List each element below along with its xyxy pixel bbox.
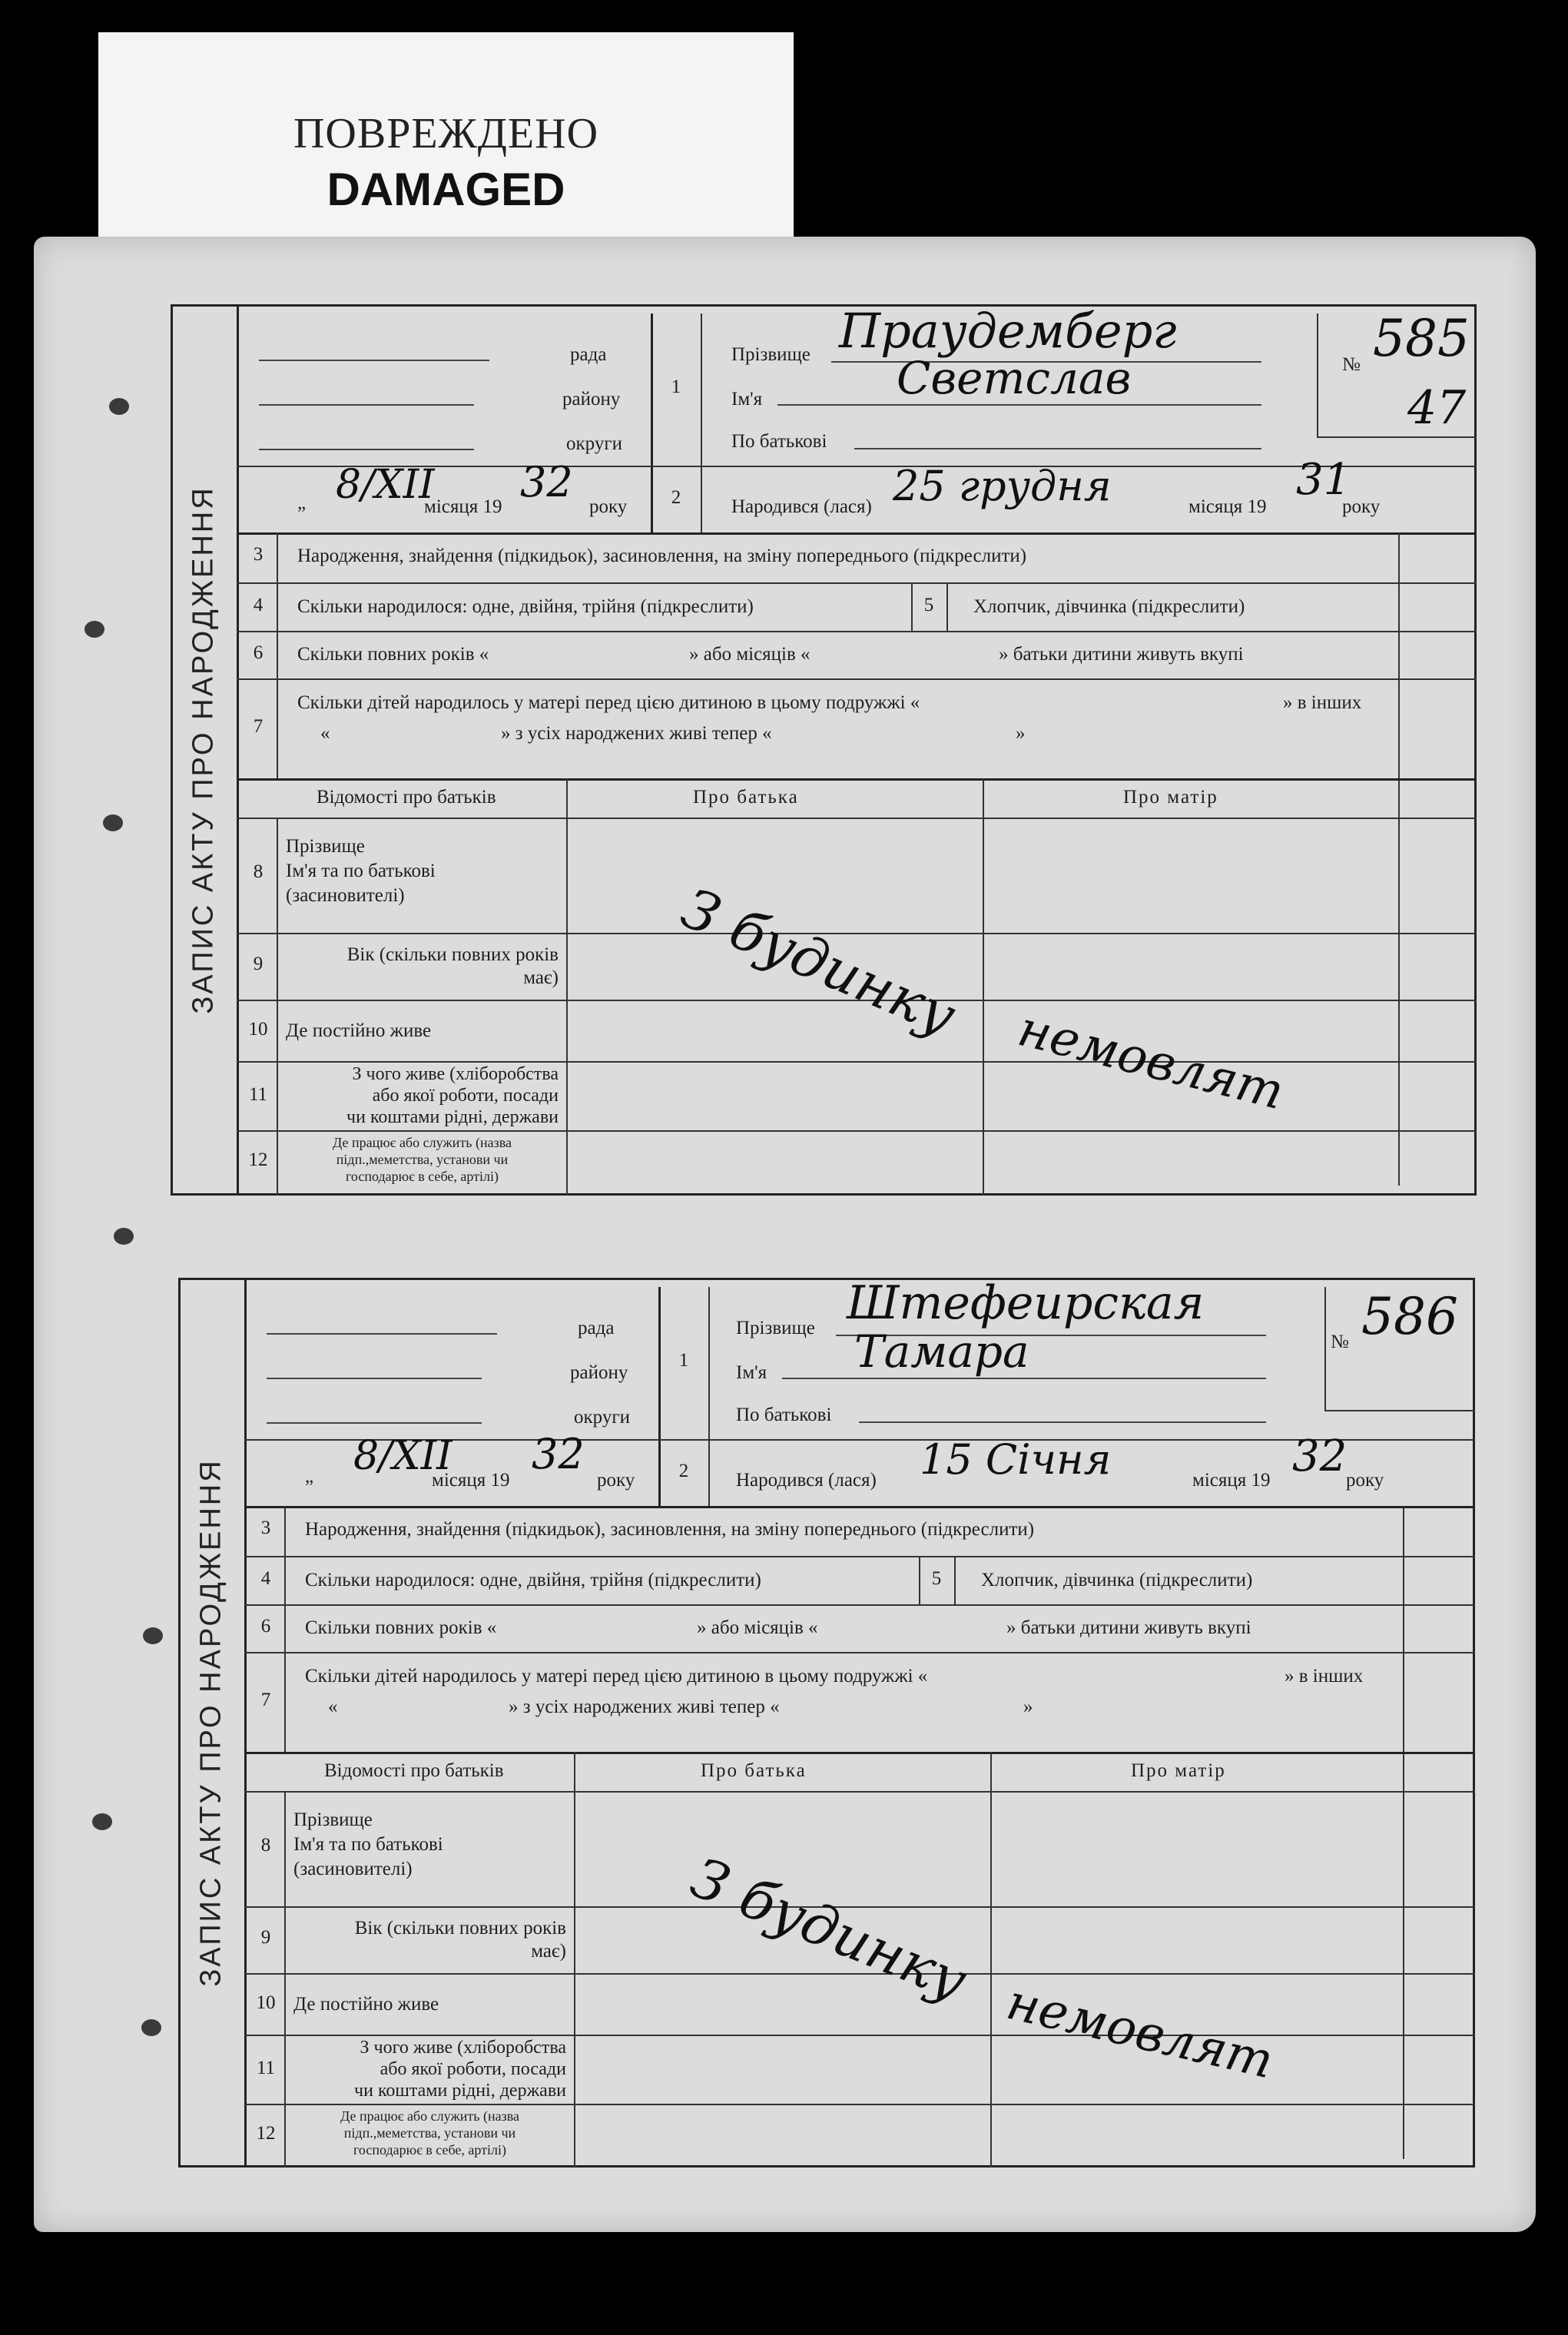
row-line: [244, 1652, 1475, 1653]
field-number: 10: [256, 1992, 276, 2013]
rada-label: рада: [578, 1318, 615, 1338]
raion-field: [267, 1378, 482, 1379]
number-label: №: [1331, 1332, 1349, 1352]
field-number: 9: [260, 1927, 271, 1948]
row10-label: Де постійно живе: [286, 1020, 432, 1041]
month-year-label: місяця 19: [1188, 496, 1267, 517]
okrug-field: [259, 449, 474, 450]
handwritten-note: З будинку: [672, 875, 966, 1049]
record-number: 585: [1373, 309, 1470, 368]
header-divider: [658, 1287, 661, 1506]
row-line: [237, 1061, 1477, 1063]
parents-column-line: [983, 778, 984, 1196]
row-line: [237, 582, 1477, 584]
header-bottom-line: [237, 532, 1477, 535]
field-number: 7: [260, 1690, 271, 1710]
field-number: 2: [671, 487, 681, 508]
field-number: 4: [260, 1568, 271, 1589]
field-number: 1: [678, 1350, 689, 1371]
okrug-label: округи: [566, 433, 622, 454]
name-field: [777, 404, 1261, 406]
patronymic-field: [854, 448, 1261, 449]
row10-label: Де постійно живе: [293, 1994, 439, 2015]
name-label: Ім'я: [731, 389, 763, 410]
mother-header: Про матір: [1131, 1760, 1226, 1781]
row7-text: «: [328, 1697, 338, 1717]
row8-label: Прізвище Ім'я та по батькові (засиновителі): [286, 836, 436, 906]
row4-divider: [946, 582, 948, 631]
field-number: 8: [253, 861, 264, 882]
row3-text: Народження, знайдення (підкидьок), засиновлення, на зміну попереднього (підкреслити): [305, 1519, 1035, 1540]
header-divider: [708, 1287, 710, 1506]
patronymic-field: [859, 1421, 1266, 1423]
row6-text: » або місяців «: [697, 1617, 818, 1638]
row6-text: Скільки повних років «: [305, 1617, 497, 1638]
row11-label: З чого живе (хліборобства або якої роботи, посади чи коштами рідні, держави: [346, 1064, 559, 1127]
name-label: Ім'я: [736, 1362, 767, 1383]
row-line: [244, 1752, 1475, 1754]
binding-hole: [143, 1627, 163, 1644]
row-line: [237, 678, 1477, 680]
damaged-label-card: [98, 32, 794, 249]
row7-text: »: [1023, 1697, 1033, 1717]
row-line: [237, 1130, 1477, 1132]
rada-field: [259, 360, 489, 361]
number-column-line: [284, 1791, 286, 2168]
registration-day: 8/XII: [353, 1433, 452, 1479]
registration-day: 8/XII: [336, 462, 435, 508]
born-label: Народився (лася): [736, 1470, 877, 1491]
row7-text: » з усіх народжених живі тепер «: [501, 723, 772, 744]
row-line: [237, 933, 1477, 934]
damaged-label-en: DAMAGED: [327, 164, 565, 215]
roku-label: року: [589, 496, 628, 517]
field-number: 3: [260, 1517, 271, 1538]
month-year-label: місяця 19: [424, 496, 502, 517]
number-column-line: [277, 532, 278, 778]
header-bottom-line: [244, 1506, 1475, 1508]
row-line: [244, 2035, 1475, 2036]
row4-text: Скільки народилося: одне, двійня, трійня (підкреслити): [297, 596, 754, 617]
month-year-label: місяця 19: [1192, 1470, 1271, 1491]
row7-text: » в інших: [1283, 692, 1362, 713]
okrug-field: [267, 1422, 482, 1424]
field-number: 9: [253, 954, 264, 974]
surname-label: Прізвище: [736, 1318, 815, 1338]
row5-text: Хлопчик, дівчинка (підкреслити): [973, 596, 1245, 617]
rada-field: [267, 1333, 497, 1335]
raion-label: району: [570, 1362, 628, 1383]
father-header: Про батька: [693, 787, 799, 808]
number-box-line: [1324, 1410, 1475, 1411]
birth-year-value: 31: [1296, 455, 1351, 505]
registration-year: 32: [520, 458, 573, 506]
header-divider: [701, 313, 702, 532]
record-number: 586: [1361, 1287, 1458, 1346]
field-number: 12: [248, 1149, 268, 1170]
record-number-suffix: 47: [1407, 381, 1467, 435]
patronymic-label: По батькові: [736, 1405, 832, 1425]
record-vertical-title: [171, 304, 239, 1196]
number-box-line: [1317, 313, 1318, 436]
row-line: [237, 778, 1477, 781]
row-line: [244, 1556, 1475, 1557]
field-number: 5: [923, 595, 934, 615]
row7-text: »: [1016, 723, 1026, 744]
field-number: 4: [253, 595, 264, 615]
binding-hole: [114, 1228, 134, 1245]
name-field: [782, 1378, 1266, 1379]
birth-date-value: 25 грудня: [893, 462, 1112, 510]
handwritten-note: З будинку: [682, 1845, 976, 2014]
registration-year: 32: [532, 1430, 585, 1478]
row7-text: Скільки дітей народилось у матері перед цією дитиною в цьому подружжі «: [297, 692, 920, 713]
field-number: 2: [678, 1461, 689, 1481]
binding-hole: [141, 2019, 161, 2036]
number-box-line: [1317, 436, 1477, 438]
field-number: 10: [248, 1019, 268, 1040]
surname-value: Штефеирская: [847, 1276, 1205, 1330]
number-label: №: [1342, 354, 1361, 375]
row-line: [237, 818, 1477, 819]
row4-text: Скільки народилося: одне, двійня, трійня (підкреслити): [305, 1570, 761, 1590]
number-column-line: [277, 818, 278, 1196]
roku-label: року: [1342, 496, 1381, 517]
row7-text: » в інших: [1285, 1666, 1364, 1687]
field-number: 1: [671, 376, 681, 397]
record-title: ЗАПИС АКТУ ПРО НАРОДЖЕННЯ: [187, 486, 220, 1014]
field-number: 11: [248, 1084, 268, 1105]
row6-text: » батьки дитини живуть вкупі: [1006, 1617, 1251, 1638]
raion-label: району: [562, 389, 621, 410]
row12-label: Де працює або служить (назва підп.,меметства, установи чи господарює в себе, артілі): [340, 2108, 519, 2158]
month-year-label: місяця 19: [432, 1470, 510, 1491]
parents-column-line: [566, 778, 568, 1196]
row4-divider: [954, 1556, 956, 1604]
birth-record-585: [171, 304, 1477, 1196]
row6-text: » батьки дитини живуть вкупі: [999, 644, 1244, 665]
surname-value: Праудемберг: [839, 303, 1177, 359]
row-line: [244, 2104, 1475, 2105]
record-vertical-title: [178, 1278, 247, 2168]
row12-label: Де працює або служить (назва підп.,меметства, установи чи господарює в себе, артілі): [333, 1135, 512, 1184]
surname-label: Прізвище: [731, 344, 811, 365]
binding-hole: [92, 1813, 112, 1830]
field-number: 12: [256, 2123, 276, 2144]
handwritten-note: немовлят: [1013, 1000, 1290, 1122]
name-value: Светслав: [897, 352, 1132, 404]
row-line: [237, 631, 1477, 632]
binding-hole: [103, 814, 123, 831]
row-line: [244, 1604, 1475, 1606]
row7-text: «: [320, 723, 330, 744]
raion-field: [259, 404, 474, 406]
field-number: 6: [253, 642, 264, 663]
row6-text: » або місяців «: [689, 644, 811, 665]
field-number: 6: [260, 1616, 271, 1637]
row5-text: Хлопчик, дівчинка (підкреслити): [981, 1570, 1253, 1590]
field-number: 3: [253, 544, 264, 565]
binding-hole: [109, 398, 129, 415]
birth-year-value: 32: [1292, 1431, 1348, 1481]
rada-label: рада: [570, 344, 607, 365]
row6-text: Скільки повних років «: [297, 644, 489, 665]
roku-label: року: [597, 1470, 635, 1491]
handwritten-note: немовлят: [1001, 1973, 1278, 2091]
row-line: [244, 1791, 1475, 1793]
damaged-label-ru: ПОВРЕЖДЕНО: [293, 110, 599, 158]
record-title: ЗАПИС АКТУ ПРО НАРОДЖЕННЯ: [194, 1458, 227, 1987]
roku-label: року: [1346, 1470, 1384, 1491]
row7-text: » з усіх народжених живі тепер «: [509, 1697, 780, 1717]
reg-quote: „: [305, 1466, 314, 1487]
field-number: 8: [260, 1835, 271, 1856]
row8-label: Прізвище Ім'я та по батькові (засиновителі): [293, 1809, 443, 1879]
binding-hole: [85, 621, 104, 638]
number-box-line: [1324, 1287, 1326, 1410]
okrug-label: округи: [574, 1407, 630, 1428]
header-divider: [651, 313, 653, 532]
field-number: 5: [931, 1568, 942, 1589]
name-value: Тамара: [854, 1325, 1029, 1378]
mother-header: Про матір: [1123, 787, 1218, 808]
number-column-line: [284, 1506, 286, 1752]
birth-date-value: 15 Січня: [920, 1435, 1112, 1484]
row7-text: Скільки дітей народилось у матері перед цією дитиною в цьому подружжі «: [305, 1666, 928, 1687]
born-label: Народився (лася): [731, 496, 872, 517]
row9-label: Вік (скільки повних років має): [346, 944, 559, 988]
row11-label: З чого живе (хліборобства або якої роботи, посади чи коштами рідні, держави: [354, 2038, 566, 2101]
row3-text: Народження, знайдення (підкидьок), засиновлення, на зміну попереднього (підкреслити): [297, 546, 1027, 566]
patronymic-label: По батькові: [731, 431, 827, 452]
father-header: Про батька: [701, 1760, 807, 1781]
field-number: 7: [253, 716, 264, 737]
reg-quote: „: [297, 493, 307, 513]
parents-header: Відомості про батьків: [324, 1760, 504, 1781]
parents-header: Відомості про батьків: [317, 787, 496, 808]
field-number: 11: [256, 2058, 276, 2078]
birth-record-586: [178, 1278, 1475, 2168]
row9-label: Вік (скільки повних років має): [354, 1918, 566, 1962]
